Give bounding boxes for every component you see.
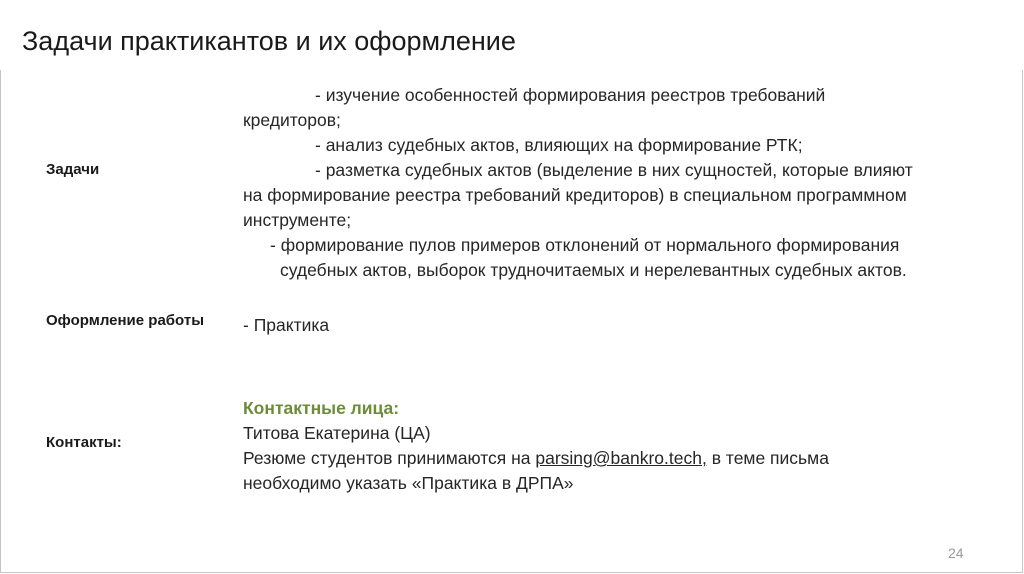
resume-prefix: Резюме студентов принимаются на xyxy=(243,448,536,468)
task-line: - формирование пулов примеров отклонений от нормального формирования xyxy=(270,235,900,255)
task-line: судебных актов, выборок трудночитаемых и нерелевантных судебных актов. xyxy=(280,260,907,280)
email-link[interactable]: parsing@bankro.tech, xyxy=(535,448,707,468)
task-line: инструменте; xyxy=(243,210,352,230)
tasks-label: Задачи xyxy=(46,161,100,178)
contact-person: Титова Екатерина (ЦА) xyxy=(243,423,431,443)
tasks-list xyxy=(243,83,913,283)
task-line: - разметка судебных актов (выделение в них сущностей, которые влияют xyxy=(315,160,913,180)
task-line: кредиторов; xyxy=(243,110,341,130)
page-number: 24 xyxy=(948,545,964,561)
task-line: - анализ судебных актов, влияющих на формирование РТК; xyxy=(315,135,803,155)
task-line: - изучение особенностей формирования реестров требований xyxy=(315,85,826,105)
slide-title: Задачи практикантов и их оформление xyxy=(22,26,516,56)
resume-line-2: необходимо указать «Практика в ДРПА» xyxy=(243,473,574,493)
contacts-heading: Контактные лица: xyxy=(243,398,400,418)
work-format-value: - Практика xyxy=(243,315,330,335)
contacts-label: Контакты: xyxy=(46,434,122,451)
resume-suffix: в теме письма xyxy=(706,448,829,468)
contacts-block xyxy=(243,396,829,496)
task-line: на формирование реестра требований кредиторов) в специальном программном xyxy=(243,185,907,205)
resume-line xyxy=(243,446,829,471)
work-format-label: Оформление работы xyxy=(46,312,204,329)
